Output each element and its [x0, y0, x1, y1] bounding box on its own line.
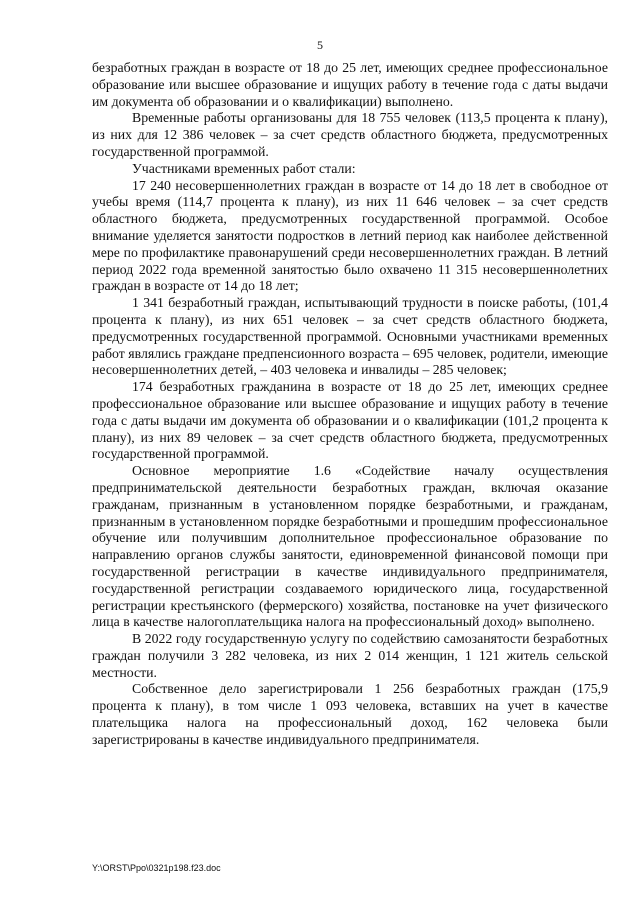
paragraph-minors: 17 240 несовершеннолетних граждан в возрасте от 14 до 18 лет в свободное от учебы время (114,7 процента к плану), из них 11 646 человек – за счет средств областного бюджета, предусмотренных государственной программой. Особое внимание уделяется занятости подростков в летний период как наиболее действенной мере по профилактике правонарушений среди несовершеннолетних граждан. В летний период 2022 года временной занятостью было охвачено 11 315 несовершеннолетних граждан в возрасте от 14 до 18 лет; [92, 177, 608, 294]
paragraph-temporary-works: Временные работы организованы для 18 755 человек (113,5 процента к плану), из них для 12 386 человек – за счет средств областного бюджета, предусмотренных государственной программой. [92, 110, 608, 159]
paragraph-measure-1-6: Основное мероприятие 1.6 «Содействие началу осуществления предпринимательской деятельности безработных граждан, включая оказание гражданам, признанным в установленном порядке безработными, и гражданам, признанным в установленном порядке безработными и прошедшим профессиональное обучение или получившим дополнительное профессиональное образование по направлению органов службы занятости, единовременной финансовой помощи при государственной регистрации в качестве индивидуального предпринимателя, государственной регистрации создаваемого юридического лица, государственной регистрации крестьянского (фермерского) хозяйства, постановке на учет физического лица в качестве налогоплательщика налога на профессиональный доход» выполнено. [92, 463, 608, 630]
document-body [92, 60, 608, 749]
paragraph-continuation: безработных граждан в возрасте от 18 до 25 лет, имеющих среднее профессиональное образование или высшее образование и ищущих работу в течение года с даты выдачи им документа об образовании и о квалификации) выполнено. [92, 60, 608, 109]
paragraph-young-unemployed: 174 безработных гражданина в возрасте от 18 до 25 лет, имеющих среднее профессиональное образование или высшее образование и ищущих работу в течение года с даты выдачи им документа об образовании и о квалификации (101,2 процента к плану), из них 89 человек – за счет средств областного бюджета, предусмотренных государственной программой. [92, 379, 608, 462]
file-path-footer: Y:\ORST\Ppo\0321p198.f23.doc [92, 863, 221, 873]
paragraph-unemployed-difficulties: 1 341 безработный граждан, испытывающий трудности в поиске работы, (101,4 процента к плану), из них 651 человек – за счет средств областного бюджета, предусмотренных государственной программой. Основными участниками временных работ являлись граждане предпенсионного возраста – 695 человек, родители, имеющие несовершеннолетних детей, – 403 человека и инвалиды – 285 человек; [92, 295, 608, 378]
page-number: 5 [317, 38, 323, 52]
paragraph-self-employment-2022: В 2022 году государственную услугу по содействию самозанятости безработных граждан получили 3 282 человека, из них 2 014 женщин, 1 121 житель сельской местности. [92, 631, 608, 680]
paragraph-own-business: Собственное дело зарегистрировали 1 256 безработных граждан (175,9 процента к плану), в том числе 1 093 человека, вставших на учет в качестве плательщика налога на профессиональный доход, 162 человека были зарегистрированы в качестве индивидуального предпринимателя. [92, 681, 608, 747]
paragraph-participants-intro: Участниками временных работ стали: [132, 160, 356, 176]
